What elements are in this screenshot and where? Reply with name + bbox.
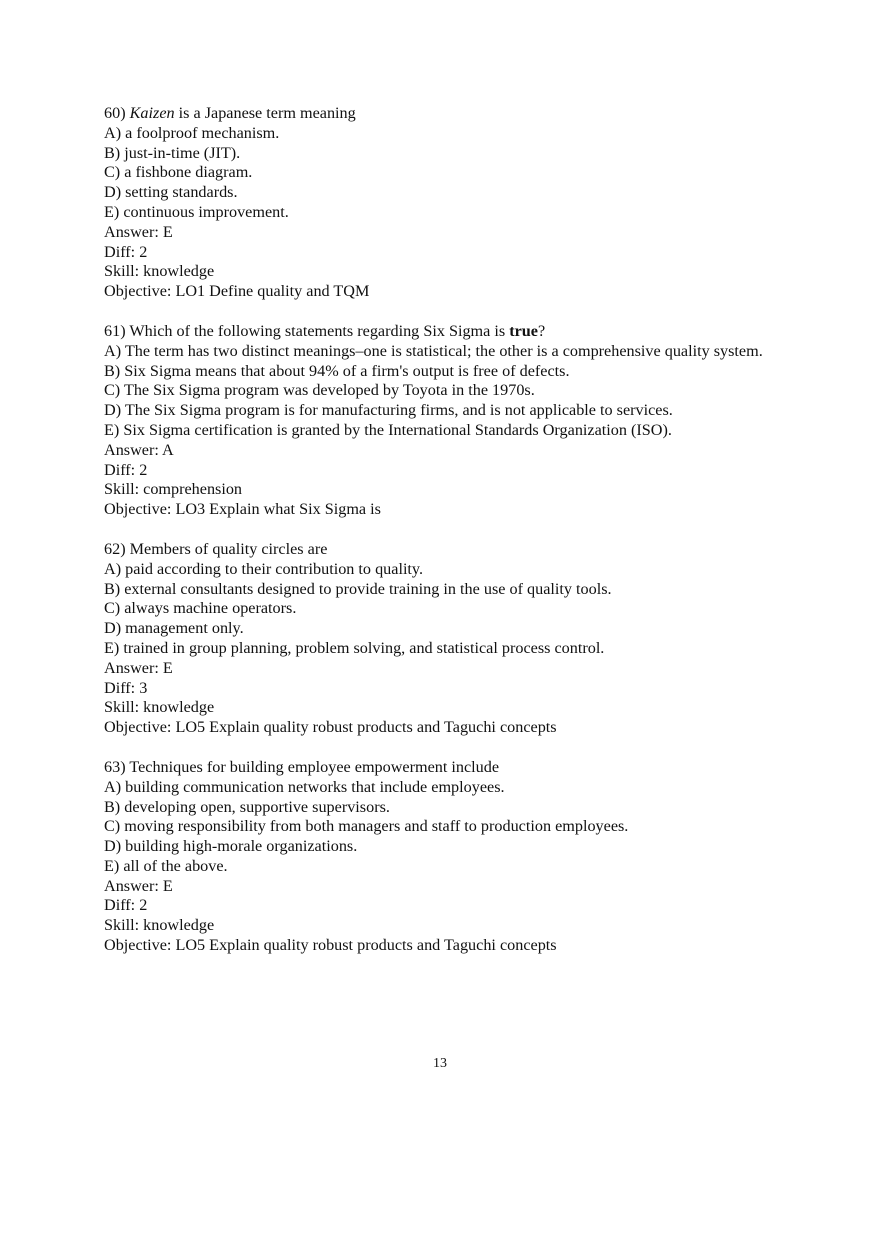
option-c: C) a fishbone diagram. (104, 163, 253, 182)
emphasized-term: Kaizen (129, 104, 175, 122)
option-b: B) developing open, supportive supervisors. (104, 797, 390, 816)
option-a: A) a foolproof mechanism. (104, 123, 280, 142)
option-d: D) setting standards. (104, 183, 238, 202)
question-stem (104, 104, 764, 124)
option-a: A) paid according to their contribution to quality. (104, 559, 424, 578)
question-63 (104, 758, 764, 956)
option-a: A) The term has two distinct meanings–one is statistical; the other is a comprehensive quality system. (104, 341, 763, 360)
difficulty: Diff: 2 (104, 896, 148, 915)
answer: Answer: E (104, 658, 173, 677)
objective: Objective: LO5 Explain quality robust products and Taguchi concepts (104, 718, 557, 737)
skill: Skill: knowledge (104, 262, 215, 281)
option-d: D) The Six Sigma program is for manufacturing firms, and is not applicable to services. (104, 401, 673, 420)
skill: Skill: knowledge (104, 698, 215, 717)
answer: Answer: A (104, 440, 174, 459)
difficulty: Diff: 2 (104, 242, 148, 261)
stem-suffix: ? (538, 321, 546, 340)
skill: Skill: comprehension (104, 480, 243, 499)
question-stem: 63) Techniques for building employee empowerment include (104, 757, 500, 776)
question-61 (104, 322, 764, 520)
option-e: E) continuous improvement. (104, 202, 289, 221)
question-stem (104, 322, 764, 342)
objective: Objective: LO1 Define quality and TQM (104, 282, 370, 301)
option-d: D) management only. (104, 619, 244, 638)
answer: Answer: E (104, 876, 173, 895)
question-stem: 62) Members of quality circles are (104, 539, 328, 558)
stem-text: is a Japanese term meaning (178, 104, 356, 122)
question-number: 60) (104, 104, 126, 122)
option-e: E) trained in group planning, problem solving, and statistical process control. (104, 638, 605, 657)
option-c: C) moving responsibility from both managers and staff to production employees. (104, 817, 629, 836)
option-e: E) Six Sigma certification is granted by the International Standards Organization (ISO). (104, 420, 672, 439)
difficulty: Diff: 2 (104, 460, 148, 479)
page-number: 13 (433, 1056, 447, 1071)
difficulty: Diff: 3 (104, 678, 148, 697)
question-60 (104, 104, 764, 302)
option-d: D) building high-morale organizations. (104, 837, 358, 856)
option-b: B) Six Sigma means that about 94% of a firm's output is free of defects. (104, 361, 570, 380)
option-c: C) always machine operators. (104, 599, 297, 618)
option-c: C) The Six Sigma program was developed by Toyota in the 1970s. (104, 381, 535, 400)
objective: Objective: LO5 Explain quality robust products and Taguchi concepts (104, 936, 557, 955)
option-e: E) all of the above. (104, 856, 228, 875)
option-a: A) building communication networks that include employees. (104, 777, 505, 796)
skill: Skill: knowledge (104, 916, 215, 935)
option-b: B) just-in-time (JIT). (104, 143, 241, 162)
objective: Objective: LO3 Explain what Six Sigma is (104, 500, 381, 519)
question-62 (104, 540, 764, 738)
emphasized-term: true (509, 321, 538, 340)
option-b: B) external consultants designed to provide training in the use of quality tools. (104, 579, 612, 598)
answer: Answer: E (104, 222, 173, 241)
question-list (104, 104, 764, 956)
stem-text: 61) Which of the following statements regarding Six Sigma is (104, 321, 506, 340)
